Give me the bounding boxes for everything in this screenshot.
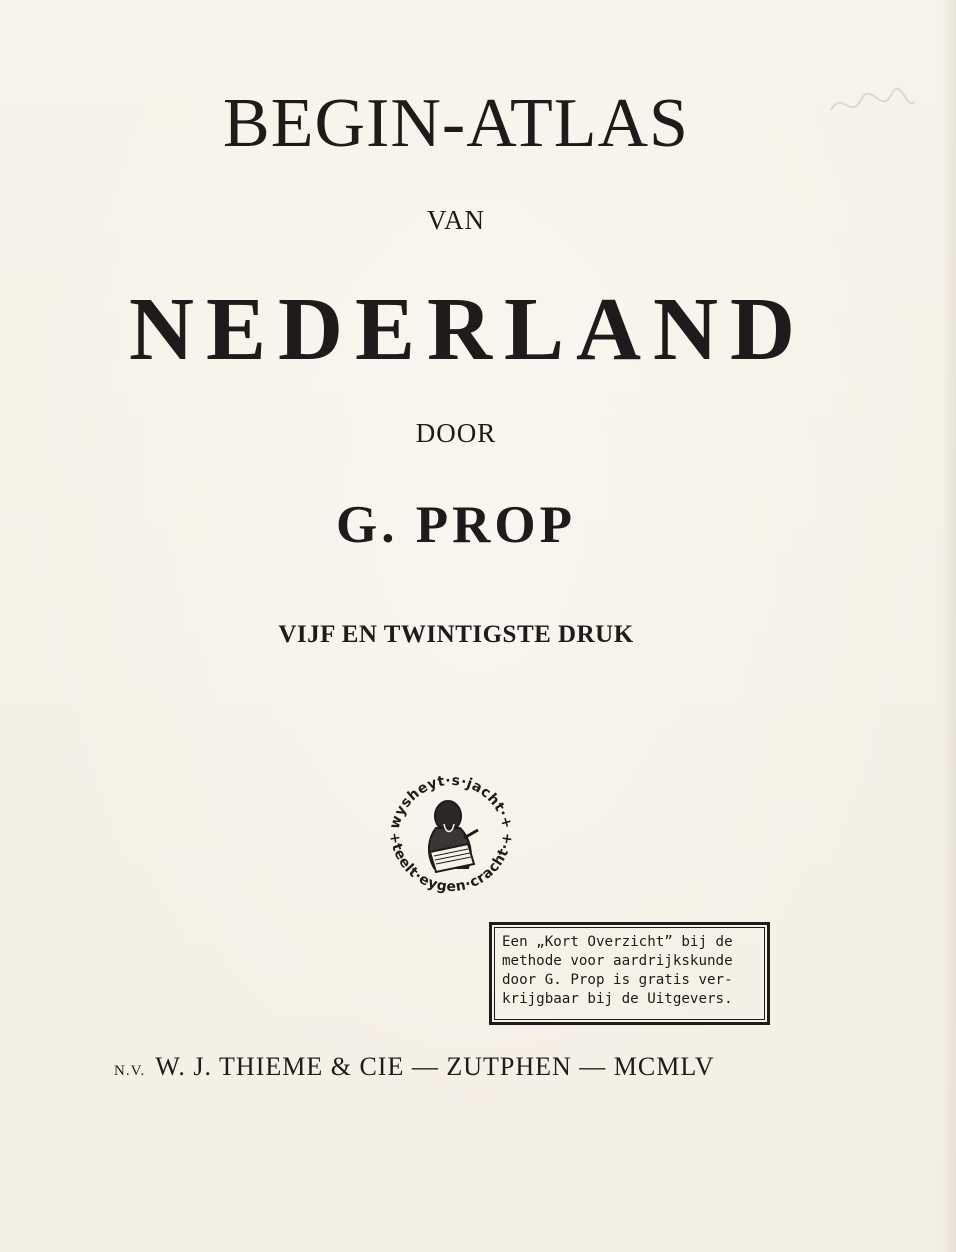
notice-line: door G. Prop is gratis ver- — [502, 972, 733, 988]
page-edge-shadow — [942, 0, 956, 1252]
publisher-seal-icon — [376, 768, 526, 898]
notice-line: methode voor aardrijkskunde — [502, 953, 733, 969]
publisher-prefix: N.V. — [114, 1063, 146, 1079]
seal-motto-top: wysheyt·s·jacht·+ — [386, 772, 516, 831]
free-overview-notice — [489, 922, 770, 1025]
seal-motto-bottom: +teelt·eygen·cracht·+ — [385, 831, 517, 896]
edition-label: VIJF EN TWINTIGSTE DRUK — [278, 621, 634, 648]
author-connector-door: DOOR — [415, 418, 497, 448]
book-subject: NEDERLAND — [128, 280, 808, 379]
publisher-name: W. J. THIEME & CIE — ZUTPHEN — MCMLV — [155, 1052, 715, 1081]
notice-line: krijgbaar bij de Uitgevers. — [502, 991, 733, 1007]
title-connector-van: VAN — [426, 205, 485, 235]
publisher-imprint — [114, 1052, 814, 1086]
book-title: BEGIN-ATLAS — [223, 85, 689, 162]
notice-line: Een „Kort Overzicht” bij de — [502, 934, 733, 950]
author-name: G. PROP — [336, 496, 576, 554]
